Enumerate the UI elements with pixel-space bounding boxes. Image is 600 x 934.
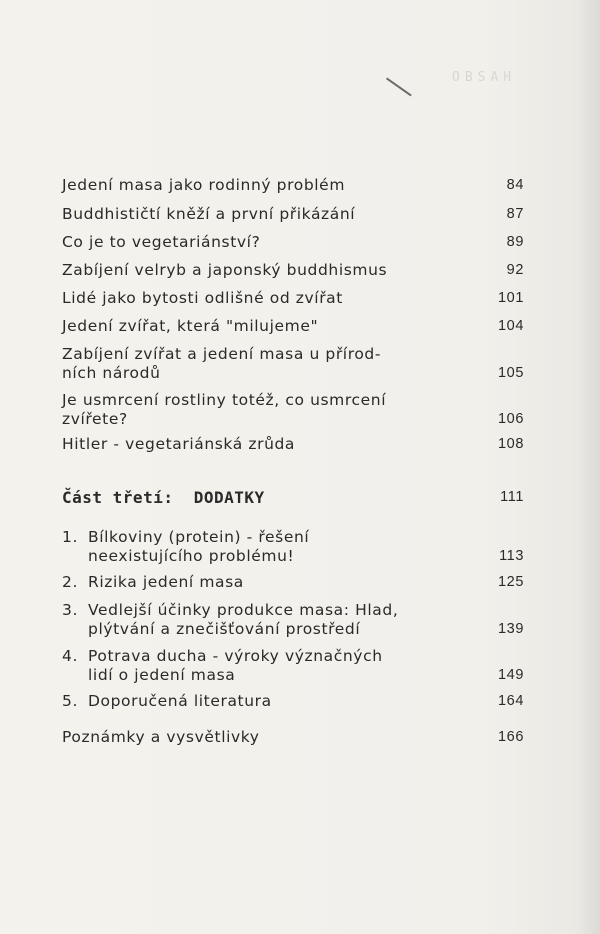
toc-entry	[62, 176, 524, 195]
entry-page: 106	[498, 411, 524, 427]
entry-title: Buddhističtí kněží a první přikázání	[62, 205, 356, 223]
entry-page: 104	[498, 318, 524, 334]
entry-title-cont: zvířete?	[62, 410, 128, 428]
toc-entry	[62, 233, 524, 252]
entry-title: Jedení zvířat, která "milujeme"	[62, 317, 319, 335]
entry-page: 89	[506, 234, 524, 250]
entry-title-cont: plýtvání a znečišťování prostředí	[88, 620, 361, 638]
entry-title: Poznámky a vysvětlivky	[62, 728, 260, 746]
section-heading	[62, 488, 524, 507]
entry-page: 84	[506, 177, 524, 193]
entry-title: Co je to vegetariánství?	[62, 233, 261, 251]
toc-entry	[62, 289, 524, 308]
appendix-entry	[62, 573, 524, 592]
entry-page: 139	[498, 621, 524, 637]
entry-page: 166	[498, 729, 524, 745]
pen-mark	[386, 78, 411, 96]
entry-title: Jedení masa jako rodinný problém	[62, 176, 346, 194]
toc-entry	[62, 205, 524, 224]
section-title: Část třetí: DODATKY	[62, 488, 265, 507]
toc-entry	[62, 435, 524, 454]
appendix-entry	[62, 647, 524, 685]
toc-entry	[62, 345, 524, 383]
appendix-number: 5.	[62, 692, 78, 710]
entry-page: 164	[498, 693, 524, 709]
entry-page: 92	[506, 262, 524, 278]
entry-title: Potrava ducha - výroky význačných	[88, 647, 383, 665]
entry-title: Hitler - vegetariánská zrůda	[62, 435, 296, 453]
appendix-entry	[62, 601, 524, 639]
entry-page: 113	[499, 548, 524, 564]
toc-entry	[62, 261, 524, 280]
entry-page: 125	[498, 574, 524, 590]
entry-title-cont: lidí o jedení masa	[88, 666, 236, 684]
entry-title: Lidé jako bytosti odlišné od zvířat	[62, 289, 343, 307]
entry-page: 101	[498, 290, 524, 306]
entry-title-cont: neexistujícího problému!	[88, 547, 295, 565]
notes-entry	[62, 728, 524, 747]
entry-title: Vedlejší účinky produkce masa: Hlad,	[88, 601, 399, 619]
entry-title: Zabíjení zvířat a jedení masa u přírod-	[62, 345, 382, 363]
bleed-through-title: OBSAH	[452, 70, 517, 85]
entry-page: 105	[498, 365, 524, 381]
entry-page: 87	[506, 206, 524, 222]
toc-entry	[62, 317, 524, 336]
entry-title: Zabíjení velryb a japonský buddhismus	[62, 261, 388, 279]
section-page: 111	[500, 489, 524, 505]
entry-title-cont: ních národů	[62, 364, 161, 382]
appendix-entry	[62, 528, 524, 566]
appendix-number: 1.	[62, 528, 78, 546]
appendix-number: 4.	[62, 647, 78, 665]
appendix-number: 2.	[62, 573, 78, 591]
toc-entry	[62, 391, 524, 429]
appendix-number: 3.	[62, 601, 78, 619]
entry-title: Bílkoviny (protein) - řešení	[88, 528, 310, 546]
entry-title: Je usmrcení rostliny totéž, co usmrcení	[62, 391, 387, 409]
entry-page: 108	[498, 436, 524, 452]
entry-title: Doporučená literatura	[88, 692, 272, 710]
entry-page: 149	[498, 667, 524, 683]
entry-title: Rizika jedení masa	[88, 573, 244, 591]
appendix-entry	[62, 692, 524, 711]
